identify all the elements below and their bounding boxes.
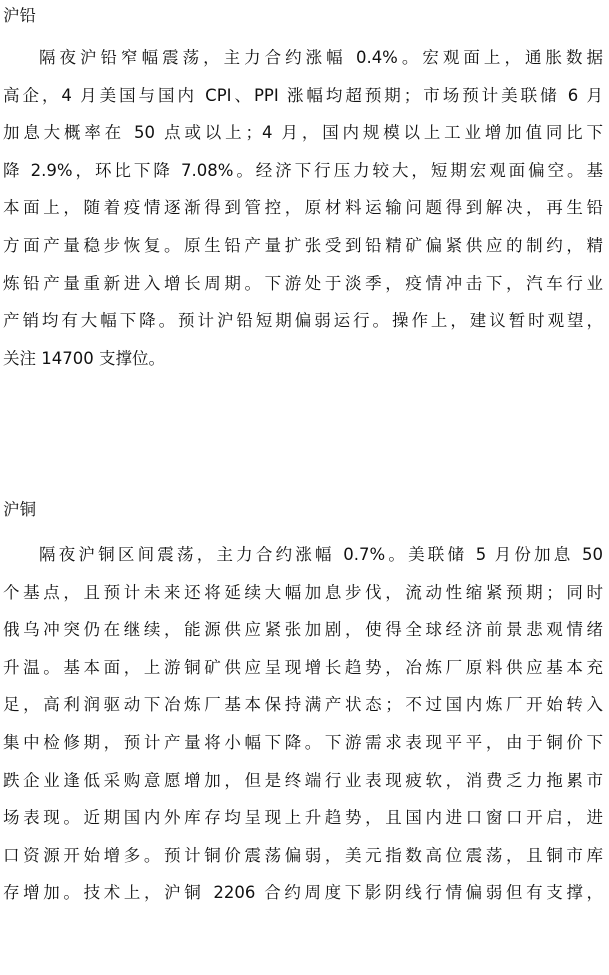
text-line: 方面产量稳步恢复。原生铅产量扩张受到铅精矿偏紧供应的制约，精 bbox=[3, 235, 603, 255]
text-line: 关注 14700 支撑位。 bbox=[3, 348, 165, 368]
text-line: 足，高利润驱动下冶炼厂基本保持满产状态；不过国内炼厂开始转入 bbox=[3, 695, 603, 715]
text-line: 炼铅产量重新进入增长周期。下游处于淡季，疫情冲击下，汽车行业 bbox=[3, 273, 603, 293]
text-line: 产销均有大幅下降。预计沪铅短期偏弱运行。操作上，建议暂时观望， bbox=[3, 311, 603, 331]
text-line: 高企，4 月美国与国内 CPI、PPI 涨幅均超预期；市场预计美联储 6 月 bbox=[3, 85, 603, 105]
text-line: 口资源开始增多。预计铜价震荡偏弱，美元指数高位震荡，且铜市库 bbox=[3, 845, 603, 865]
paragraph-copper bbox=[3, 536, 603, 912]
text-line: 升温。基本面，上游铜矿供应呈现增长趋势，冶炼厂原料供应基本充 bbox=[3, 657, 603, 677]
paragraph-lead bbox=[3, 39, 603, 377]
text-line: 本面上，随着疫情逐渐得到管控，原材料运输问题得到解决，再生铅 bbox=[3, 198, 603, 218]
text-line: 隔夜沪铅窄幅震荡，主力合约涨幅 0.4%。宏观面上，通胀数据 bbox=[39, 48, 603, 67]
text-line: 降 2.9%，环比下降 7.08%。经济下行压力较大，短期宏观面偏空。基 bbox=[3, 160, 603, 180]
section-title-copper: 沪铜 bbox=[3, 500, 36, 519]
text-line: 集中检修期，预计产量将小幅下降。下游需求表现平平，由于铜价下 bbox=[3, 732, 603, 752]
text-line: 俄乌冲突仍在继续，能源供应紧张加剧，使得全球经济前景悲观情绪 bbox=[3, 620, 603, 640]
section-title-lead: 沪铅 bbox=[3, 6, 36, 25]
text-line: 跌企业逢低采购意愿增加，但是终端行业表现疲软，消费乏力拖累市 bbox=[3, 770, 603, 790]
text-line: 存增加。技术上，沪铜 2206 合约周度下影阴线行情偏弱但有支撑， bbox=[3, 883, 603, 903]
text-line: 隔夜沪铜区间震荡，主力合约涨幅 0.7%。美联储 5 月份加息 50 bbox=[39, 545, 603, 564]
text-line: 个基点，且预计未来还将延续大幅加息步伐，流动性缩紧预期；同时 bbox=[3, 582, 603, 602]
text-line: 场表现。近期国内外库存均呈现上升趋势，且国内进口窗口开启，进 bbox=[3, 808, 603, 828]
text-line: 加息大概率在 50 点或以上；4 月，国内规模以上工业增加值同比下 bbox=[3, 123, 603, 143]
